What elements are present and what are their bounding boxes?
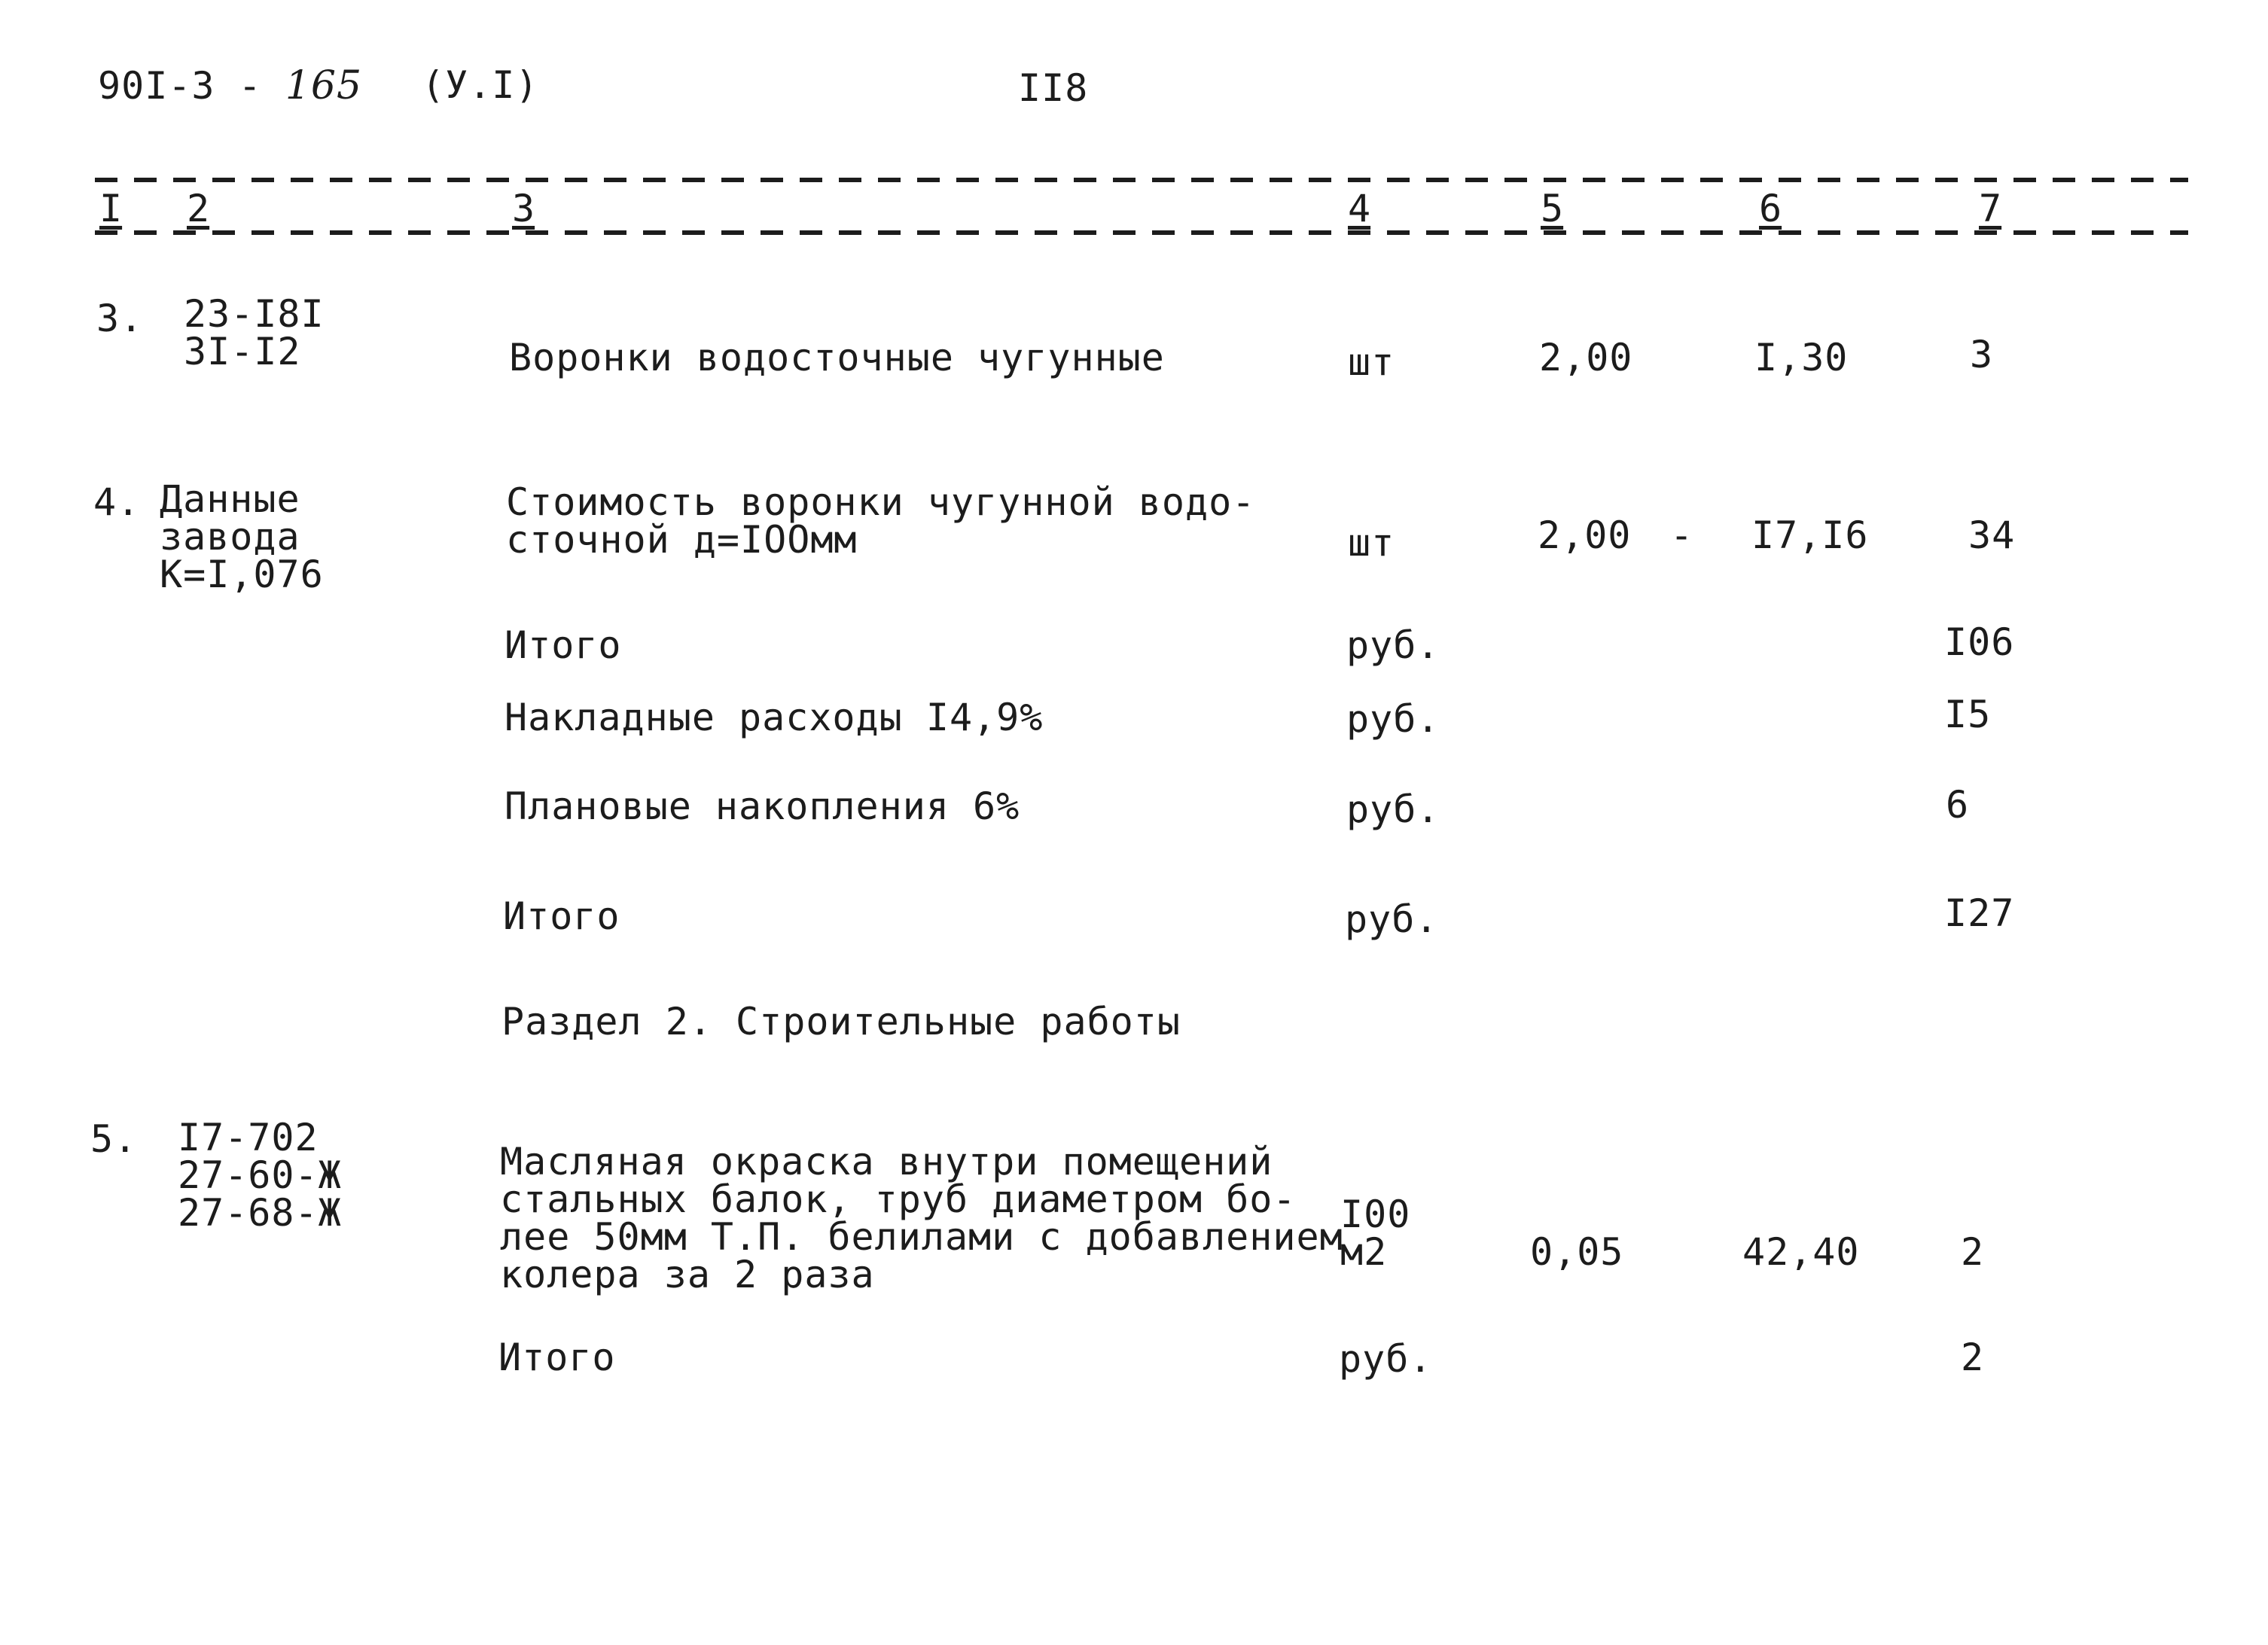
section-2-total-value: 2 xyxy=(1961,1336,1985,1379)
section-2-total-label: Итого xyxy=(498,1336,616,1379)
overhead-unit: руб. xyxy=(1346,697,1440,741)
row-5-quantity: 0,05 xyxy=(1530,1230,1624,1274)
table-header-top-rule xyxy=(95,178,2188,182)
row-4-unit: шт xyxy=(1348,521,1395,565)
row-3-description: Воронки водосточные чугунные xyxy=(509,336,1165,379)
row-4-dash: - xyxy=(1670,513,1694,557)
subtotal-label: Итого xyxy=(505,623,622,667)
row-4-price: I7,I6 xyxy=(1751,513,1869,557)
row-3-price: I,30 xyxy=(1754,336,1849,379)
row-3-unit: шт xyxy=(1348,340,1395,384)
document-code-prefix: 90I-3 - xyxy=(98,64,262,108)
total-unit: руб. xyxy=(1345,897,1439,941)
table-header-bottom-rule xyxy=(95,230,2188,235)
row-5-unit: I00 м2 xyxy=(1340,1193,1411,1274)
column-header-1: I xyxy=(99,187,123,230)
column-header-2: 2 xyxy=(187,187,210,230)
row-4-total: 34 xyxy=(1968,513,2016,557)
subtotal-value: I06 xyxy=(1944,620,2015,664)
row-4-reference: Данные завода К=I,076 xyxy=(160,477,324,596)
section-title: Раздел 2. Строительные работы xyxy=(501,1000,1181,1043)
row-4-description: Стоимость воронки чугунной водо- сточной д=IООмм xyxy=(506,480,1256,562)
column-header-6: 6 xyxy=(1759,187,1782,230)
column-header-7: 7 xyxy=(1979,187,2002,230)
overhead-label: Накладные расходы I4,9% xyxy=(505,696,1044,739)
row-5-total: 2 xyxy=(1961,1230,1985,1274)
document-code xyxy=(98,63,363,108)
page-number: II8 xyxy=(1018,66,1089,110)
row-3-number: 3. xyxy=(96,297,144,340)
row-5-number: 5. xyxy=(90,1117,138,1161)
column-header-5: 5 xyxy=(1541,187,1564,230)
row-5-description: Масляная окраска внутри помещений стальных балок, труб диаметром бо- лее 50мм Т.П. белилами с добавлением колера за 2 раза xyxy=(500,1140,1343,1296)
row-3-total: 3 xyxy=(1970,333,1994,376)
overhead-value: I5 xyxy=(1944,693,1992,736)
row-4-number: 4. xyxy=(93,480,141,524)
column-header-4: 4 xyxy=(1348,187,1371,230)
subtotal-unit: руб. xyxy=(1346,623,1440,667)
row-5-price: 42,40 xyxy=(1742,1230,1860,1274)
row-3-reference: 23-I8I 3I-I2 xyxy=(184,292,325,373)
total-label: Итого xyxy=(503,894,620,938)
volume-label: (У.I) xyxy=(422,63,539,107)
planned-savings-label: Плановые накопления 6% xyxy=(505,784,1020,828)
row-5-reference: I7-702 27-60-Ж 27-68-Ж xyxy=(178,1116,342,1235)
row-4-quantity: 2,00 xyxy=(1538,513,1632,557)
planned-savings-unit: руб. xyxy=(1346,787,1440,831)
total-value: I27 xyxy=(1944,891,2015,935)
column-header-3: 3 xyxy=(512,187,535,230)
planned-savings-value: 6 xyxy=(1946,783,1970,827)
row-3-quantity: 2,00 xyxy=(1539,336,1633,379)
document-code-handwritten: 165 xyxy=(285,63,363,108)
section-2-total-unit: руб. xyxy=(1339,1337,1433,1381)
